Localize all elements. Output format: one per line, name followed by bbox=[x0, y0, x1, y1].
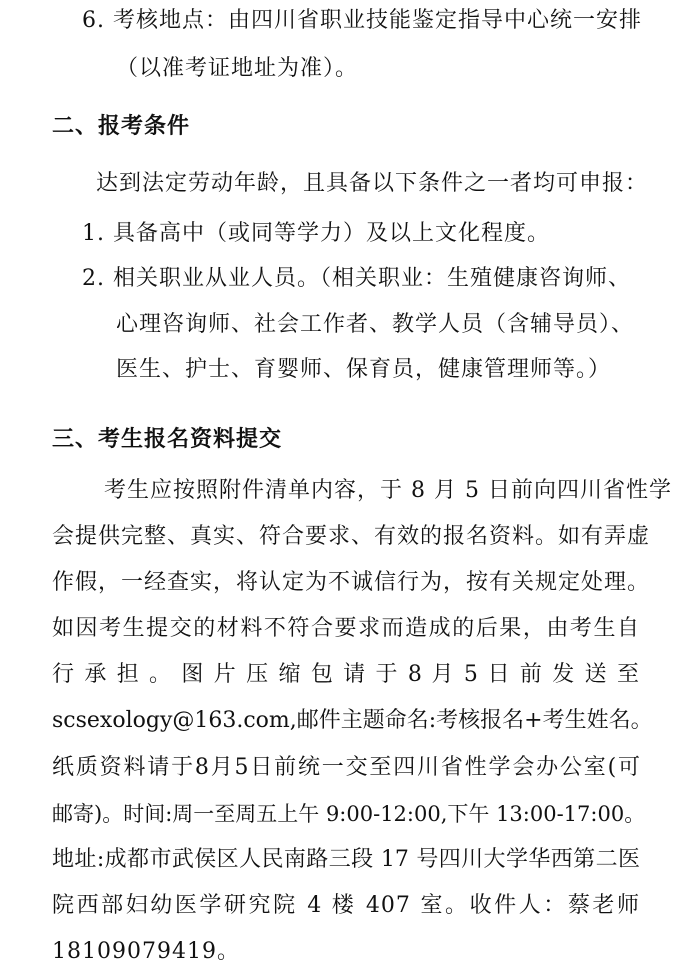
address-line: 院西部妇幼医学研究院 4 楼 407 室。收件人：蔡老师 bbox=[52, 893, 640, 918]
email-line: scsexology@163.com,邮件主题命名:考核报名+考生姓名。 bbox=[52, 708, 653, 733]
office-hours-line: 邮寄)。时间:周一至周五上午 9:00-12:00,下午 13:00-17:00。 bbox=[52, 802, 646, 826]
condition-2-line-2: 心理咨询师、社会工作者、教学人员（含辅导员）、 bbox=[116, 312, 635, 337]
paragraph-line: 如因考生提交的材料不符合要求而造成的后果，由考生自 bbox=[52, 616, 640, 641]
section-2-intro: 达到法定劳动年龄，且具备以下条件之一者均可申报： bbox=[96, 171, 649, 196]
item-6-line-2: （以准考证地址为准）。 bbox=[116, 56, 359, 81]
phone-number: 18109079419。 bbox=[52, 939, 240, 964]
condition-2-line-1: 2. 相关职业从业人员。（相关职业：生殖健康咨询师、 bbox=[82, 266, 631, 291]
paragraph-line: 会提供完整、真实、符合要求、有效的报名资料。如有弄虚 bbox=[52, 524, 651, 549]
section-3-heading: 三、考生报名资料提交 bbox=[52, 427, 283, 452]
paragraph-line: 纸质资料请于8月5日前统一交至四川省性学会办公室(可 bbox=[52, 755, 640, 780]
section-2-heading: 二、报考条件 bbox=[52, 114, 191, 139]
paragraph-line: 考生应按照附件清单内容，于 8 月 5 日前向四川省性学 bbox=[104, 478, 672, 503]
condition-2-line-3: 医生、护士、育婴师、保育员，健康管理师等。） bbox=[116, 357, 612, 382]
paragraph-line: 行 承 担 。 图 片 压 缩 包 请 于 8 月 5 日 前 发 送 至 bbox=[52, 662, 640, 687]
item-6-line-1: 6. 考核地点：由四川省职业技能鉴定指导中心统一安排 bbox=[82, 8, 642, 33]
condition-1: 1. 具备高中（或同等学力）及以上文化程度。 bbox=[82, 221, 550, 246]
paragraph-line: 作假，一经查实，将认定为不诚信行为，按有关规定处理。 bbox=[52, 570, 651, 595]
address-line: 地址:成都市武侯区人民南路三段 17 号四川大学华西第二医 bbox=[52, 847, 640, 872]
